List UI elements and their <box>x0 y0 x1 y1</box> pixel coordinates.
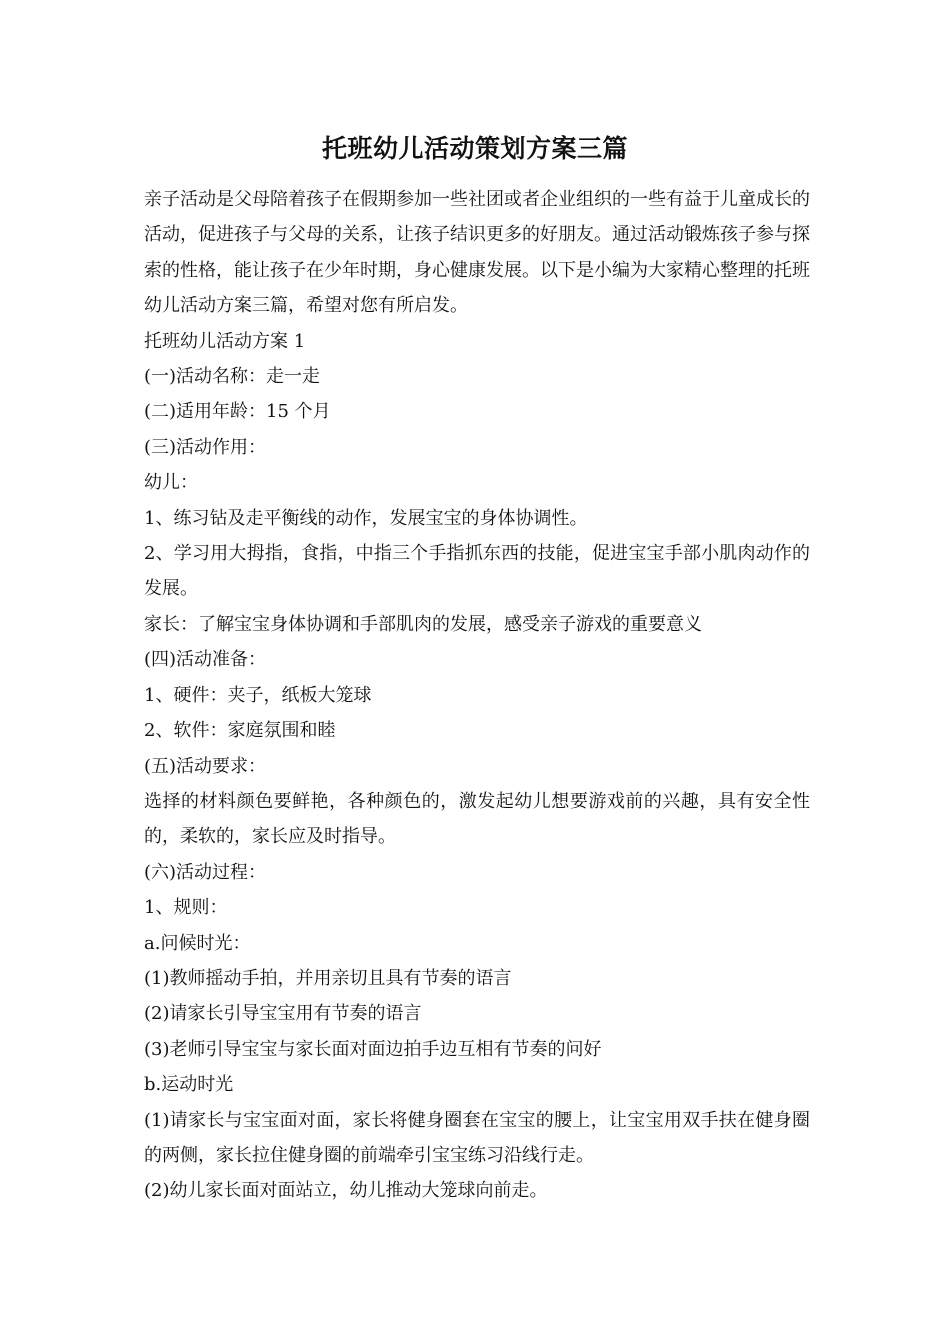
process-heading: (六)活动过程： <box>144 861 267 883</box>
greeting-step-1: (1)教师摇动手拍，并用亲切且具有节奏的语言 <box>144 967 512 989</box>
greeting-step-2: (2)请家长引导宝宝用有节奏的语言 <box>144 1003 422 1025</box>
exercise-step-2: (2)幼儿家长面对面站立，幼儿推动大笼球向前走。 <box>144 1180 548 1202</box>
activity-name: (一)活动名称：走一走 <box>144 366 321 388</box>
child-goal-1: 1、练习钻及走平衡线的动作，发展宝宝的身体协调性。 <box>144 507 588 529</box>
intro-paragraph: 亲子活动是父母陪着孩子在假期参加一些社团或者企业组织的一些有益于儿童成长的活动，促进孩子与父母的关系，让孩子结识更多的好朋友。通过活动锻炼孩子参与探索的性格，能让孩子在少年时期，身心健康发展。以下是小编为大家精心整理的托班幼儿活动方案三篇，希望对您有所启发。 <box>144 189 810 317</box>
activity-purpose-heading: (三)活动作用： <box>144 436 267 458</box>
document-body <box>144 182 810 1209</box>
rules-heading: 1、规则： <box>144 897 228 919</box>
document-title: 托班幼儿活动策划方案三篇 <box>321 134 628 163</box>
greeting-step-3: (3)老师引导宝宝与家长面对面边拍手边互相有节奏的问好 <box>144 1038 602 1060</box>
exercise-step-1: (1)请家长与宝宝面对面，家长将健身圈套在宝宝的腰上，让宝宝用双手扶在健身圈的两侧，家长拉住健身圈的前端牵引宝宝练习沿线行走。 <box>144 1109 810 1166</box>
requirements-heading: (五)活动要求： <box>144 755 267 777</box>
parent-goal: 家长：了解宝宝身体协调和手部肌肉的发展，感受亲子游戏的重要意义 <box>144 613 702 635</box>
preparation-software: 2、软件：家庭氛围和睦 <box>144 720 336 742</box>
child-goal-2: 2、学习用大拇指，食指，中指三个手指抓东西的技能，促进宝宝手部小肌肉动作的发展。 <box>144 543 810 600</box>
preparation-hardware: 1、硬件：夹子，纸板大笼球 <box>144 684 372 706</box>
applicable-age: (二)适用年龄：15 个月 <box>144 401 331 423</box>
exercise-time-heading: b.运动时光 <box>144 1074 234 1096</box>
preparation-heading: (四)活动准备： <box>144 649 267 671</box>
section-heading: 托班幼儿活动方案 1 <box>144 330 306 352</box>
requirements-text: 选择的材料颜色要鲜艳，各种颜色的，激发起幼儿想要游戏前的兴趣，具有安全性的，柔软的，家长应及时指导。 <box>144 790 810 848</box>
child-label: 幼儿： <box>144 472 198 494</box>
greeting-time-heading: a.问候时光： <box>144 932 251 954</box>
